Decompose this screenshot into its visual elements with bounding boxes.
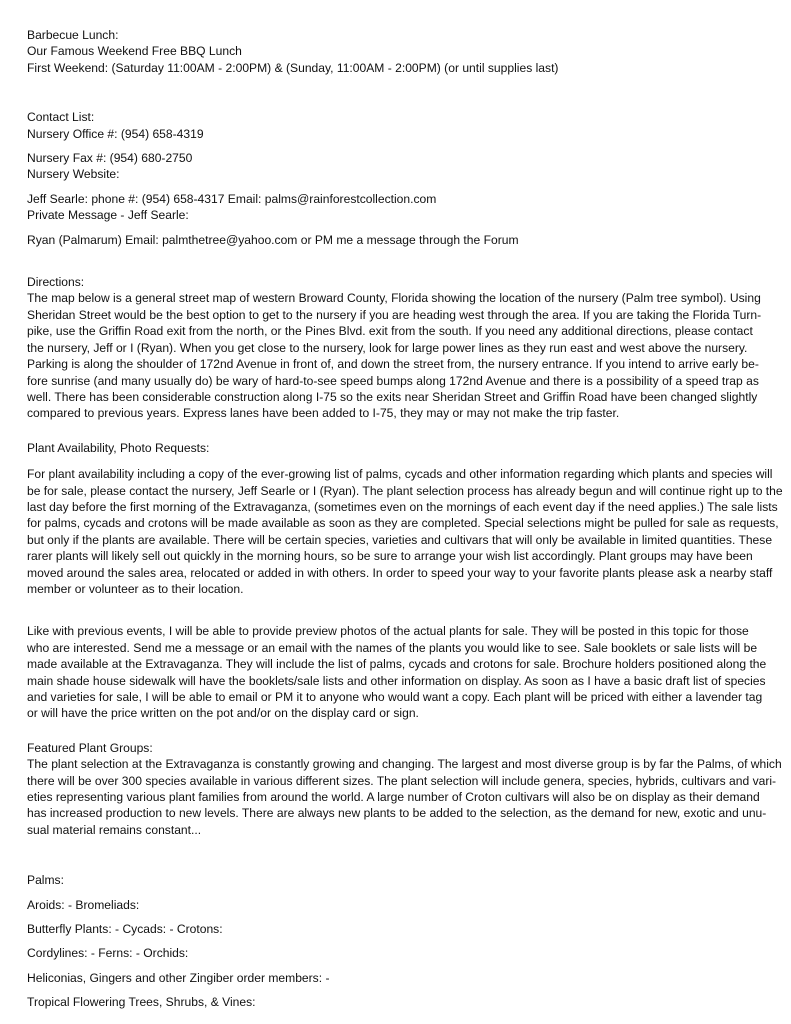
bbq-heading: Barbecue Lunch:: [27, 28, 119, 42]
bbq-title: Our Famous Weekend Free BBQ Lunch: [27, 44, 242, 59]
list-item: Palms:: [27, 873, 64, 888]
availability-section: [27, 440, 783, 722]
paragraph-line: compared to previous years. Express lanes have been added to I-75, they may or may not make the trip faster.: [27, 406, 620, 421]
featured-paragraph: [27, 756, 782, 838]
contact-jeff: Jeff Searle: phone #: (954) 658-4317 Email: palms@rainforestcollection.com: [27, 191, 437, 206]
availability-paragraph-1: [27, 466, 783, 597]
paragraph-line: who are interested. Send me a message or an email with the names of the plants you would like to see. Sale booklets or sale lists will be: [27, 640, 758, 655]
paragraph-line: eties representing various plant families from around the world. A large number of Croton cultivars will also be on display as their demand: [27, 790, 760, 805]
paragraph-line: last day before the first morning of the Extravaganza, (sometimes even on the mornings of each event day if the need applies.) The sale lists: [27, 499, 778, 514]
paragraph-line: The map below is a general street map of western Broward County, Florida showing the location of the nursery (Palm tree symbol). Using: [27, 291, 761, 306]
bbq-section: [27, 27, 772, 76]
paragraph-line: has increased production to new levels. There are always new plants to be added to the selection, as the demand for new, exotic and unu-: [27, 806, 767, 821]
contact-section: [27, 109, 772, 248]
plant-groups-list: [27, 872, 772, 1010]
contact-fax: Nursery Fax #: (954) 680-2750: [27, 151, 193, 166]
paragraph-line: and varieties for sale, I will be able to email or PM it to anyone who would want a copy. Each plant will be priced with either a lavender tag: [27, 690, 763, 704]
contact-ryan: Ryan (Palmarum) Email: palmthetree@yahoo.com or PM me a message through the Forum: [27, 232, 519, 247]
list-item: Cordylines: - Ferns: - Orchids:: [27, 946, 189, 961]
paragraph-line: pike, use the Griffin Road exit from the north, or the Pines Blvd. exit from the south. If you need any additional directions, please contact: [27, 324, 753, 339]
paragraph-line: main shade house sidewalk will have the booklets/sale lists and other information on display. As soon as I have a basic draft list of species: [27, 673, 766, 688]
paragraph-line: for palms, cycads and crotons will be made available as soon as they are completed. Special selections might be pulled for sale as requests,: [27, 516, 779, 531]
contact-heading: Contact List:: [27, 110, 95, 125]
paragraph-line: but only if the plants are available. There will be certain species, varieties and cultivars that will only be available in limited quantities. These: [27, 532, 773, 547]
availability-heading: Plant Availability, Photo Requests:: [27, 440, 210, 455]
list-item: Tropical Flowering Trees, Shrubs, & Vines:: [27, 995, 256, 1010]
paragraph-line: The plant selection at the Extravaganza is constantly growing and changing. The largest and most diverse group is by far the Palms, of which: [27, 757, 782, 772]
paragraph-line: or will have the price written on the pot and/or on the display card or sign.: [27, 706, 419, 721]
paragraph-line: member or volunteer as to their location.: [27, 581, 244, 596]
paragraph-line: Like with previous events, I will be able to provide preview photos of the actual plants for sale. They will be posted in this topic for those: [27, 624, 749, 639]
featured-heading: Featured Plant Groups:: [27, 740, 153, 755]
paragraph-line: sual material remains constant...: [27, 822, 202, 837]
paragraph-line: well. There has been considerable construction along I-75 so the exits near Sheridan Street and Griffin Road have been changed slightly: [27, 389, 758, 404]
directions-paragraph: [27, 290, 772, 421]
paragraph-line: rarer plants will likely sell out quickly in the morning hours, so be sure to arrange your wish list accordingly. Plant groups may have been: [27, 549, 753, 564]
paragraph-line: Parking is along the shoulder of 172nd Avenue in front of, and down the street from, the nursery entrance. If you intend to arrive early be-: [27, 357, 759, 372]
document-page: [27, 27, 783, 1011]
contact-private-message: Private Message - Jeff Searle:: [27, 208, 189, 223]
paragraph-line: Sheridan Street would be the best option to get to the nursery if you are heading west through the area. If you are taking the Florida Turn-: [27, 307, 762, 322]
list-item: Heliconias, Gingers and other Zingiber order members: -: [27, 970, 330, 985]
directions-section: [27, 274, 772, 422]
directions-heading: Directions:: [27, 275, 85, 290]
bbq-schedule: First Weekend: (Saturday 11:00AM - 2:00PM) & (Sunday, 11:00AM - 2:00PM) (or until supplies last): [27, 60, 559, 75]
paragraph-line: For plant availability including a copy of the ever-growing list of palms, cycads and other information regarding which plants and species will: [27, 467, 773, 482]
availability-paragraph-2: [27, 623, 772, 721]
contact-website: Nursery Website:: [27, 167, 120, 182]
paragraph-line: made available at the Extravaganza. They will include the list of palms, cycads and crotons for sale. Brochure holders positioned along the: [27, 657, 767, 672]
list-item: Butterfly Plants: - Cycads: - Crotons:: [27, 922, 223, 937]
list-item: Aroids: - Bromeliads:: [27, 897, 140, 912]
paragraph-line: moved around the sales area, relocated or added in with others. In order to speed your way to your favorite plants please ask a nearby staff: [27, 565, 773, 580]
paragraph-line: be for sale, please contact the nursery, Jeff Searle or I (Ryan). The plant selection process has already begun and will continue right up to the: [27, 483, 783, 498]
featured-section: [27, 740, 782, 838]
paragraph-line: there will be over 300 species available in various different sizes. The plant selection will include genera, species, hybrids, cultivars and vari-: [27, 773, 777, 788]
paragraph-line: the nursery, Jeff or I (Ryan). When you get close to the nursery, look for large power lines as they run east and west above the nursery.: [27, 340, 748, 355]
paragraph-line: fore sunrise (and many usually do) be wary of hard-to-see speed bumps along 172nd Avenue and there is a possibility of a speed trap as: [27, 373, 759, 388]
contact-office: Nursery Office #: (954) 658-4319: [27, 126, 204, 141]
